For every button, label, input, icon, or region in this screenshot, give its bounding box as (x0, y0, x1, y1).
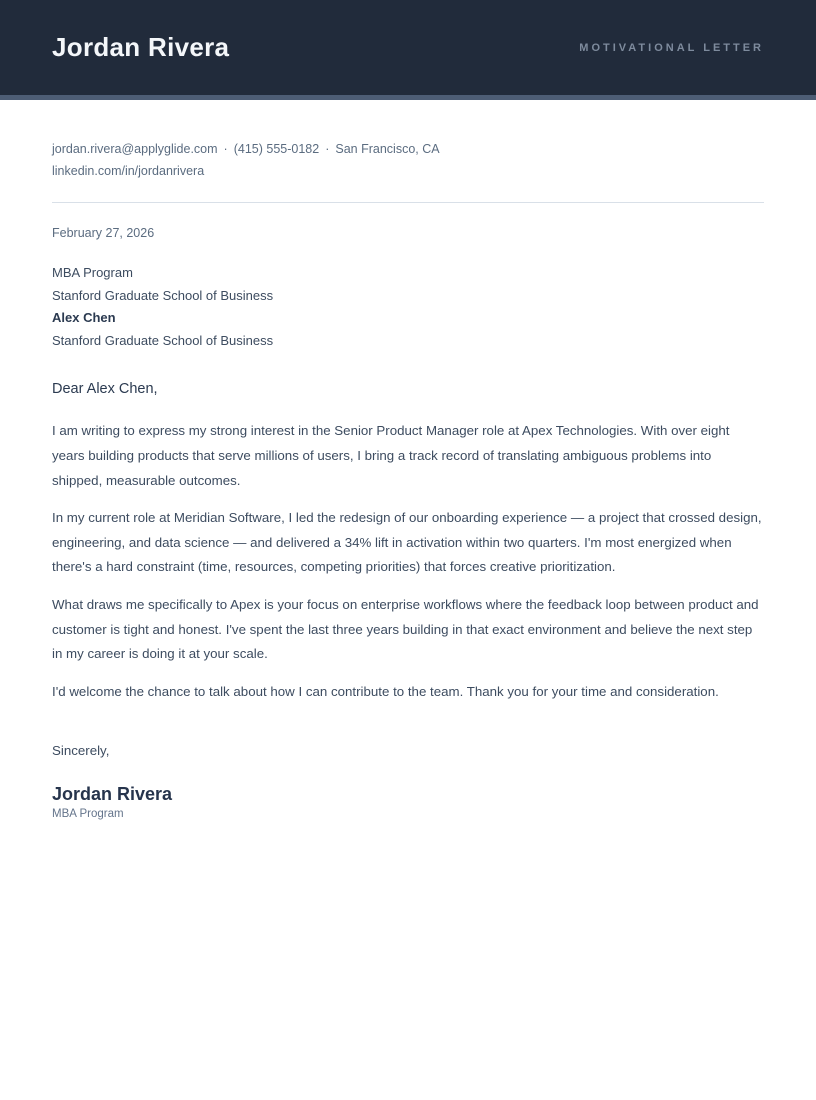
contact-line-2 (52, 160, 764, 182)
body-paragraph-1: I am writing to express my strong interest in the Senior Product Manager role at Apex Technologies. With over eight years building products that serve millions of users, I bring a track record of translating ambiguous problems into shipped, measurable outcomes. (52, 423, 730, 488)
contact-linkedin: linkedin.com/in/jordanrivera (52, 164, 205, 178)
contact-separator: · (223, 142, 228, 156)
salutation: Dear Alex Chen, (52, 381, 158, 398)
recipient-school: Stanford Graduate School of Business (52, 287, 274, 303)
contact-email: jordan.rivera@applyglide.com (52, 142, 218, 156)
closing-line: Sincerely, (52, 743, 110, 759)
body-paragraph-3: What draws me specifically to Apex is your focus on enterprise workflows where the feedback loop between product and customer is tight and honest. I've spent the last three years building in that exact environment and believe the next step in my career is doing it at your scale. (52, 596, 759, 662)
recipient-school-2: Stanford Graduate School of Business (52, 332, 274, 348)
signature-title: MBA Program (52, 808, 124, 821)
divider-rule (52, 202, 764, 203)
contact-location: San Francisco, CA (335, 142, 440, 156)
contact-separator: · (325, 142, 330, 156)
body-paragraph-4: I'd welcome the chance to talk about how I can contribute to the team. Thank you for your time and consideration. (52, 683, 719, 699)
letter-content (0, 138, 816, 820)
contact-phone: (415) 555-0182 (233, 142, 320, 156)
sender-name-heading: Jordan Rivera (52, 32, 230, 62)
contact-line-1 (52, 138, 764, 160)
recipient-block (52, 262, 764, 352)
body-paragraph-2: In my current role at Meridian Software, I led the redesign of our onboarding experience — a project that crossed design, engineering, and data science — and delivered a 34% lift in activation within two quarters. I'm most energized when there's a hard constraint (time, resources, competing priorities) that forces creative prioritization. (52, 510, 762, 575)
header-accent-strip (0, 95, 816, 100)
recipient-name: Alex Chen (52, 310, 116, 326)
recipient-department: MBA Program (52, 265, 133, 280)
signature-name: Jordan Rivera (52, 784, 173, 805)
contact-info (52, 138, 764, 182)
document-type-label: MOTIVATIONAL LETTER (579, 41, 764, 54)
letter-date: February 27, 2026 (52, 226, 155, 240)
letter-header (0, 0, 816, 95)
